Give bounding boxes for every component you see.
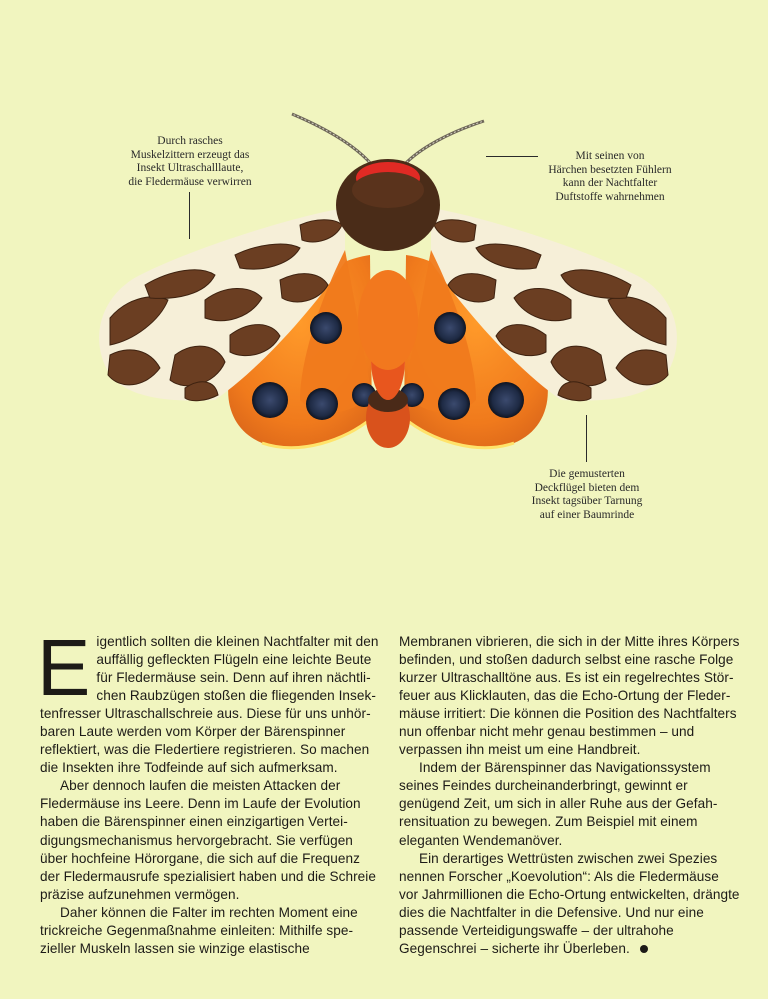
article-paragraph-continued: Membranen vibrieren, die sich in der Mitte ihres Körpers befinden, und stoßen dadurch selbst eine rasche Folge kurzer Ultraschalltöne aus. Es ist ein regelrechtes Störfeuer aus Klicklauten, das die Echo-Ortung der Fledermäuse irritiert: Die können die Position des Nachtfalters nun offenbar nicht mehr genau bestimmen – und verpassen ihn meist um eine Handbreit.: [399, 634, 740, 758]
paragraph-text: igentlich sollten die kleinen Nachtfalter mit den auffällig gefleckten Flügeln eine leichte Beute für Fledermäuse sein. Denn auf ihren nächtlichen Raubzügen stoßen die fliegenden Insektenfresser Ultraschallschreie aus. Diese für uns unhörbaren Laute werden vom Körper der Bärenspinner reflektiert, was die Fledertiere registrieren. So machen die Insekten ihre Todfeinde auf sich aufmerksam.: [40, 634, 379, 776]
annotation-line: Deckflügel bieten dem: [534, 481, 640, 494]
article-paragraph: Daher können die Falter im rechten Moment eine trickreiche Gegenmaßnahme einleiten: Mithilfe spezieller Muskeln lassen sie winzige elastische: [40, 904, 358, 956]
annotation-line: Die gemusterten: [549, 468, 625, 480]
antenna-right-icon: [404, 121, 484, 165]
annotation-line: Duftstoffe wahrnehmen: [555, 190, 665, 203]
annotation-line: auf einer Baumrinde: [539, 508, 635, 521]
annotation-line: Härchen besetzten Fühlern: [548, 163, 672, 176]
wing-spot-icon: [252, 382, 288, 418]
article-paragraph: [37, 623, 382, 777]
drop-cap: E: [37, 623, 91, 712]
end-mark-icon: [640, 945, 648, 953]
annotation-line: die Fledermäuse verwirren: [128, 175, 252, 188]
paragraph-text: Ein derartiges Wettrüsten zwischen zwei Spezies nennen Forscher „Koevolution“: Als die Fledermäuse vor Jahrmillionen die Echo-Ortung entwickelten, drängte dies die Nachtfalter in die Defensive. Und nur eine passende Verteidigungswaffe – der ultrahohe Gegenschrei – sicherte ihr Überleben.: [399, 850, 740, 956]
annotation-line: Insekt tagsüber Tarnung: [531, 495, 643, 507]
article-column-left: [37, 623, 382, 958]
annotation-line: Insekt Ultraschalllaute,: [136, 162, 244, 174]
wing-spot-icon: [488, 382, 524, 418]
annotation-line: kann der Nachtfalter: [562, 177, 658, 189]
annotation-line: Muskelzittern erzeugt das: [130, 148, 250, 161]
article-paragraph: [399, 850, 741, 958]
article-paragraph: Indem der Bärenspinner das Navigationssystem seines Feindes durcheinanderbringt, gewinnt er genügend Zeit, um sich in aller Ruhe aus der Gefahrensituation zu bewegen. Zum Beispiel mit einem eleganten Wendemanöver.: [399, 760, 718, 848]
article-column-right: [399, 633, 741, 958]
wing-spot-icon: [438, 388, 470, 420]
wing-spot-icon: [306, 388, 338, 420]
article-paragraph: Aber dennoch laufen die meisten Attacken der Fledermäuse ins Leere. Denn im Laufe der Evolution haben die Bärenspinner einen einzigartigen Verteidigungsmechanismus hervorgebracht. Sie verfügen über hochfeine Hörorgane, die sich auf die Frequenz der Fledermausrufe spezialisiert haben und die Schreie präzise aufzunehmen vermögen.: [40, 778, 376, 902]
annotation-line: Mit seinen von: [575, 150, 645, 162]
wing-spot-icon: [434, 312, 466, 344]
annotation-line: Durch rasches: [157, 135, 223, 147]
wing-spot-icon: [310, 312, 342, 344]
antenna-left-icon: [292, 114, 372, 165]
